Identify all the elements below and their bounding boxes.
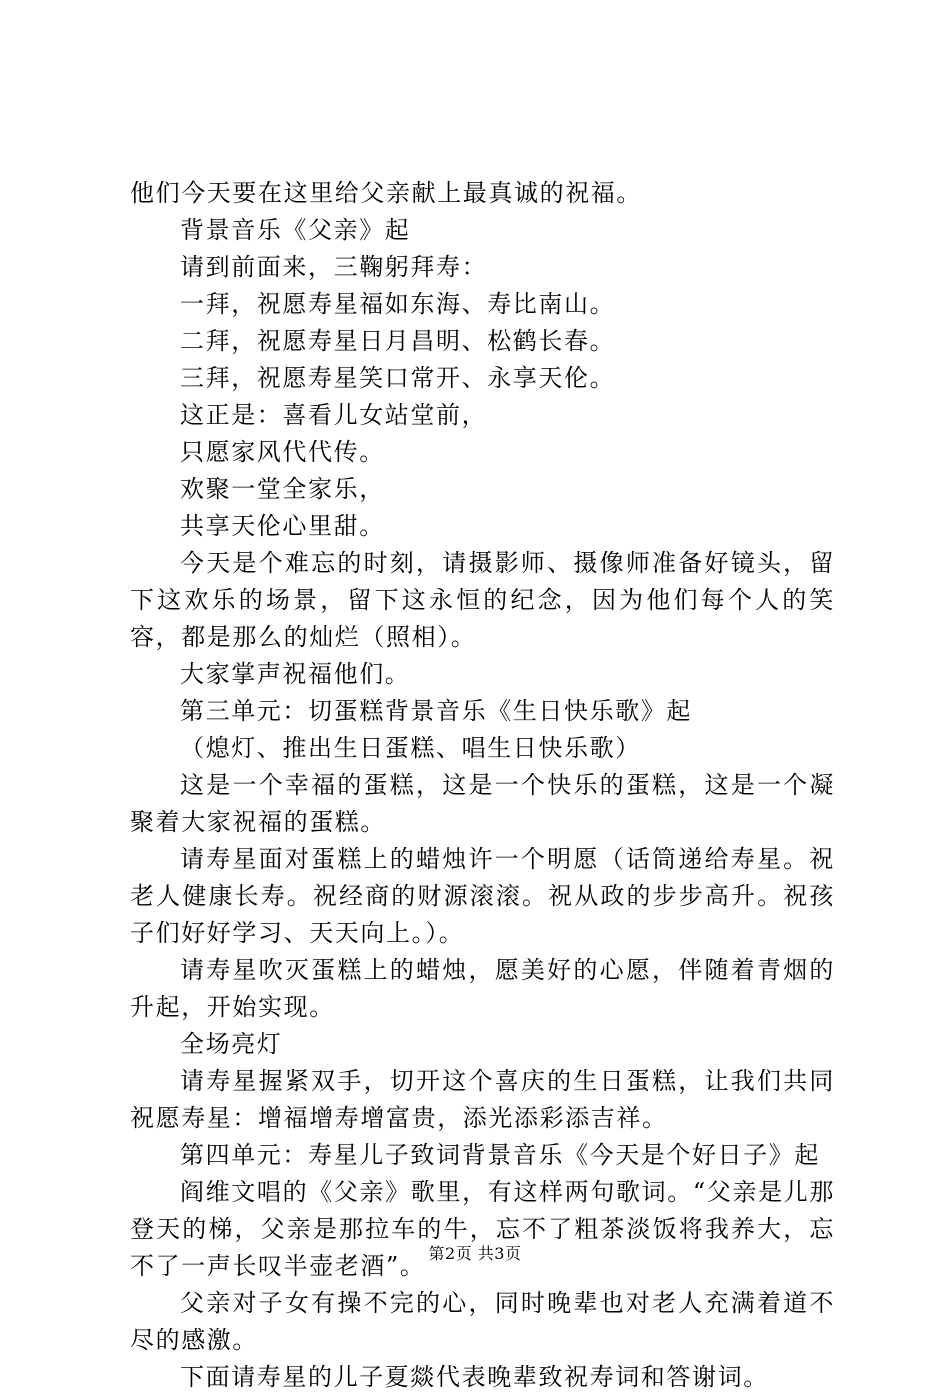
paragraph: 三拜，祝愿寿星笑口常开、永享天伦。 bbox=[180, 364, 616, 392]
paragraph: 背景音乐《父亲》起 bbox=[180, 216, 411, 244]
paragraph: 下面请寿星的儿子夏燚代表晚辈致祝寿词和答谢词。 bbox=[180, 1363, 769, 1391]
paragraph: 阎维文唱的《父亲》歌里，有这样两句歌词。“父亲是儿那登天的梯，父亲是那拉车的牛，忘不了粗茶淡饭将我养大，忘不了一声长叹半壶老酒”。 bbox=[130, 1178, 835, 1280]
paragraph: （熄灯、推出生日蛋糕、唱生日快乐歌） bbox=[180, 734, 641, 762]
paragraph: 他们今天要在这里给父亲献上最真诚的祝福。 bbox=[130, 179, 642, 207]
paragraph: 二拜，祝愿寿星日月昌明、松鹤长春。 bbox=[180, 327, 616, 355]
paragraph: 全场亮灯 bbox=[180, 1030, 283, 1058]
paragraph: 欢聚一堂全家乐， bbox=[180, 475, 385, 503]
paragraph: 今天是个难忘的时刻，请摄影师、摄像师准备好镜头，留下这欢乐的场景，留下这永恒的纪念，因为他们每个人的笑容，都是那么的灿烂（照相）。 bbox=[130, 549, 835, 651]
section-heading: 第四单元：寿星儿子致词背景音乐《今天是个好日子》起 bbox=[180, 1141, 820, 1169]
document-body bbox=[130, 175, 835, 1396]
paragraph: 父亲对子女有操不完的心，同时晚辈也对老人充满着道不尽的感激。 bbox=[130, 1289, 835, 1354]
paragraph: 只愿家风代代传。 bbox=[180, 438, 385, 466]
paragraph: 这正是：喜看儿女站堂前， bbox=[180, 401, 488, 429]
paragraph: 请到前面来，三鞠躬拜寿： bbox=[180, 253, 488, 281]
section-heading: 第三单元：切蛋糕背景音乐《生日快乐歌》起 bbox=[180, 697, 692, 725]
paragraph: 这是一个幸福的蛋糕，这是一个快乐的蛋糕，这是一个凝聚着大家祝福的蛋糕。 bbox=[130, 771, 835, 836]
paragraph: 一拜，祝愿寿星福如东海、寿比南山。 bbox=[180, 290, 616, 318]
page-number: 第2页 共3页 bbox=[428, 1244, 522, 1263]
paragraph: 请寿星吹灭蛋糕上的蜡烛，愿美好的心愿，伴随着青烟的升起，开始实现。 bbox=[130, 956, 835, 1021]
paragraph: 共享天伦心里甜。 bbox=[180, 512, 385, 540]
paragraph: 请寿星握紧双手，切开这个喜庆的生日蛋糕，让我们共同祝愿寿星：增福增寿增富贵，添光添彩添吉祥。 bbox=[130, 1067, 835, 1132]
paragraph: 大家掌声祝福他们。 bbox=[180, 660, 411, 688]
paragraph: 请寿星面对蛋糕上的蜡烛许一个明愿（话筒递给寿星。祝老人健康长寿。祝经商的财源滚滚。祝从政的步步高升。祝孩子们好好学习、天天向上。）。 bbox=[130, 845, 835, 947]
